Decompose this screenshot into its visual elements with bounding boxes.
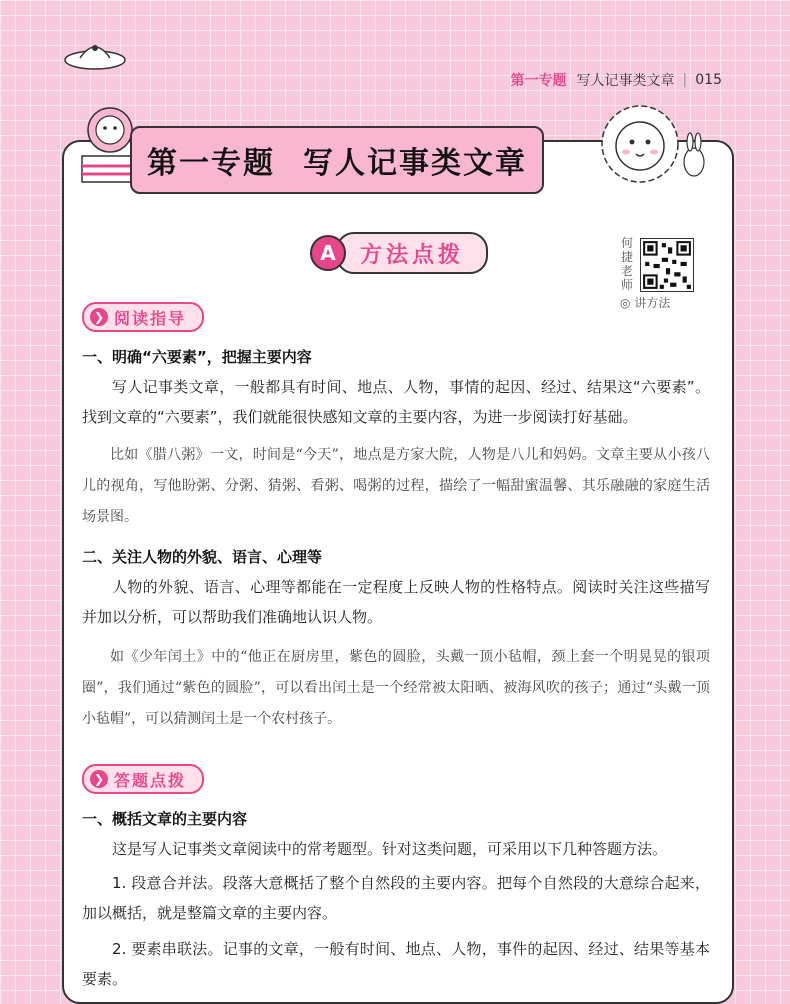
header-topic: 第一专题 <box>510 73 567 89</box>
header-title: 写人记事类文章 <box>576 73 675 89</box>
section-a-heading <box>310 232 488 274</box>
banner-topic: 第一专题 <box>147 146 275 181</box>
answer-tips-tag <box>82 764 204 794</box>
paragraph-six-elements: 写人记事类文章，一般都具有时间、地点、人物，事情的起因、经过、结果这“六要素”。找到文章的“六要素”，我们就能很快感知文章的主要内容，为进一步阅读打好基础。 <box>82 378 710 426</box>
reading-guide-label: 阅读指导 <box>114 308 187 328</box>
paragraph-summarize: 这是写人记事类文章阅读中的常考题型。针对这类问题，可采用以下几种答题方法。 <box>112 840 668 858</box>
paragraph-appearance: 人物的外貌、语言、心理等都能在一定程度上反映人物的性格特点。阅读时关注这些描写并加以分析，可以帮助我们准确地认识人物。 <box>82 578 710 626</box>
ufo-doodle-icon <box>60 30 130 80</box>
method-paragraph-merge: 1. 段意合并法。段落大意概括了整个自然段的主要内容。把每个自然段的大意综合起来，加以概括，就是整篇文章的主要内容。 <box>82 874 710 922</box>
qr-code-icon[interactable] <box>640 238 694 292</box>
answer-tips-label: 答题点拨 <box>114 770 187 790</box>
heading-six-elements: 一、明确“六要素”，把握主要内容 <box>82 348 312 366</box>
qr-teacher-label: 何捷老师 <box>620 236 633 292</box>
method-element-chain: 2. 要素串联法。记事的文章，一般有时间、地点、人物，事件的起因、经过、结果等基本要素。 <box>82 940 710 988</box>
section-badge: A <box>310 235 346 271</box>
reading-guide-tag <box>82 302 204 332</box>
page-number: 015 <box>695 72 722 88</box>
banner-title: 写人记事类文章 <box>303 146 527 181</box>
example-runtu: 如《少年闰土》中的“他正在厨房里，紫色的圆脸，头戴一顶小毡帽，颈上套一个明晃晃的银项圈”，我们通过“紫色的圆脸”，可以看出闰土是一个经常被太阳晒、被海风吹的孩子；通过“头戴一顶小毡帽”，可以猜测闰土是一个农村孩子。 <box>82 649 710 727</box>
heading-appearance: 二、关注人物的外貌、语言、心理等 <box>82 548 323 566</box>
example-laba-porridge: 比如《腊八粥》一文，时间是“今天”，地点是方家大院，人物是八儿和妈妈。文章主要从小孩八儿的视角，写他盼粥、分粥、猜粥、看粥、喝粥的过程，描绘了一幅甜蜜温馨、其乐融融的家庭生活场景图。 <box>82 447 710 525</box>
running-header <box>511 70 722 90</box>
section-title: 方法点拨 <box>336 232 488 274</box>
header-divider: | <box>682 72 688 88</box>
arrow-right-icon: ❯ <box>90 770 108 788</box>
qr-caption-text: 讲方法 <box>634 296 671 310</box>
heading-summarize: 一、概括文章的主要内容 <box>82 810 248 828</box>
arrow-right-icon: ❯ <box>90 308 108 326</box>
eye-icon: ◎ <box>620 296 631 310</box>
lion-doodle-icon <box>590 98 720 190</box>
chapter-title-banner <box>130 126 544 194</box>
qr-caption <box>620 294 670 311</box>
